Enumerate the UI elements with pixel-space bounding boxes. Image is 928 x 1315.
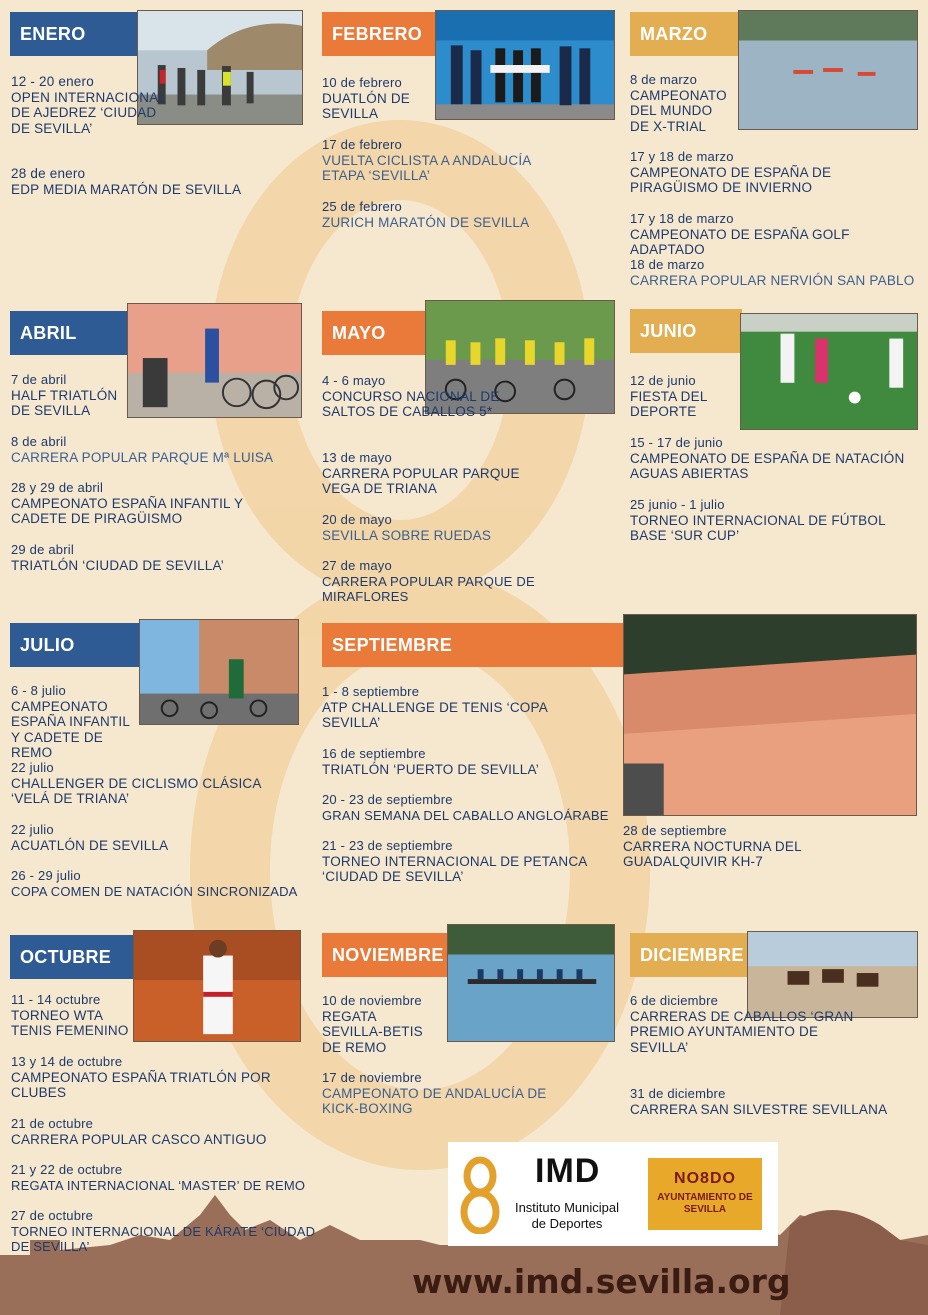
event: 22 julio CHALLENGER DE CICLISMO CLÁSICA ‘VELÁ DE TRIANA’ — [11, 760, 261, 806]
night-race-photo — [623, 614, 917, 816]
karate-photo — [133, 930, 301, 1042]
event: 28 de enero EDP MEDIA MARATÓN DE SEVILLA — [11, 166, 242, 197]
month-header: ENERO — [10, 12, 138, 56]
ayuntamiento-label: AYUNTAMIENTO DE SEVILLA — [657, 1192, 753, 1215]
event: 26 - 29 julio COPA COMEN DE NATACIÓN SINCRONIZADA — [11, 868, 298, 899]
event: 18 de marzo CARRERA POPULAR NERVIÓN SAN PABLO — [630, 257, 915, 288]
duathlon-photo — [435, 10, 615, 120]
logo-block — [448, 1142, 778, 1246]
month-header: OCTUBRE — [10, 935, 134, 979]
event: 8 de marzo CAMPEONATO DEL MUNDO DE X-TRIAL — [630, 72, 727, 134]
month-header: FEBRERO — [322, 12, 436, 56]
month-header: DICIEMBRE — [630, 933, 748, 977]
rowing-photo — [447, 924, 615, 1042]
event: 31 de diciembre CARRERA SAN SILVESTRE SEVILLANA — [630, 1086, 888, 1117]
event: 6 de diciembre CARRERAS DE CABALLOS ‘GRAN PREMIO AYUNTAMIENTO DE SEVILLA’ — [630, 993, 854, 1055]
event: 27 de octubre TORNEO INTERNACIONAL DE KÁRATE ‘CIUDAD DE SEVILLA’ — [11, 1208, 316, 1254]
month-header: JUNIO — [630, 309, 742, 353]
event: 1 - 8 septiembre ATP CHALLENGE DE TENIS ‘COPA SEVILLA’ — [322, 684, 548, 730]
event: 28 de septiembre CARRERA NOCTURNA DEL GUADALQUIVIR KH-7 — [623, 823, 802, 869]
event: 8 de abril CARRERA POPULAR PARQUE Mª LUISA — [11, 434, 274, 465]
event: 17 y 18 de marzo CAMPEONATO DE ESPAÑA DE PIRAGÜISMO DE INVIERNO — [630, 149, 832, 195]
event: 16 de septiembre TRIATLÓN ‘PUERTO DE SEVILLA’ — [322, 746, 539, 777]
event: 12 de junio FIESTA DEL DEPORTE — [630, 373, 708, 419]
kayak-photo — [738, 10, 918, 130]
month-header: ABRIL — [10, 311, 128, 355]
horse-race-photo — [747, 931, 918, 1018]
nodo-mark: NO8DO — [674, 1170, 736, 1187]
event: 28 y 29 de abril CAMPEONATO ESPAÑA INFANTIL Y CADETE DE PIRAGÜISMO — [11, 480, 243, 526]
event: 25 junio - 1 julio TORNEO INTERNACIONAL DE FÚTBOL BASE ‘SUR CUP’ — [630, 497, 886, 543]
website-link[interactable]: www.imd.sevilla.org — [412, 1262, 791, 1301]
event: 22 julio ACUATLÓN DE SEVILLA — [11, 822, 169, 853]
imd-subtitle: Instituto Municipal de Deportes — [514, 1200, 620, 1231]
month-header: SEPTIEMBRE — [322, 623, 624, 667]
triathlon-photo — [127, 303, 302, 418]
event: 21 y 22 de octubre REGATA INTERNACIONAL ‘MASTER’ DE REMO — [11, 1162, 306, 1193]
month-header: MARZO — [630, 12, 740, 56]
event: 10 de noviembre REGATA SEVILLA-BETIS DE REMO — [322, 993, 423, 1055]
event: 25 de febrero ZURICH MARATÓN DE SEVILLA — [322, 199, 530, 230]
event: 27 de mayo CARRERA POPULAR PARQUE DE MIRAFLORES — [322, 558, 535, 604]
event: 13 de mayo CARRERA POPULAR PARQUE VEGA DE TRIANA — [322, 450, 520, 496]
event: 20 de mayo SEVILLA SOBRE RUEDAS — [322, 512, 492, 543]
month-header: NOVIEMBRE — [322, 933, 448, 977]
event: 4 - 6 mayo CONCURSO NACIONAL DE SALTOS DE CABALLOS 5* — [322, 373, 500, 419]
month-header: MAYO — [322, 311, 426, 355]
event: 20 - 23 de septiembre GRAN SEMANA DEL CABALLO ANGLOÁRABE — [322, 792, 609, 823]
football-photo — [740, 313, 918, 430]
imd-title: IMD — [535, 1152, 601, 1190]
event: 17 y 18 de marzo CAMPEONATO DE ESPAÑA GOLF ADAPTADO — [630, 211, 850, 257]
event: 17 de noviembre CAMPEONATO DE ANDALUCÍA DE KICK-BOXING — [322, 1070, 547, 1116]
event: 6 - 8 julio CAMPEONATO ESPAÑA INFANTIL Y CADETE DE REMO — [11, 683, 130, 760]
street-cycling-photo — [139, 619, 299, 725]
event: 15 - 17 de junio CAMPEONATO DE ESPAÑA DE NATACIÓN AGUAS ABIERTAS — [630, 435, 905, 481]
event: 10 de febrero DUATLÓN DE SEVILLA — [322, 75, 411, 121]
event: 7 de abril HALF TRIATLÓN DE SEVILLA — [11, 372, 118, 418]
ayuntamiento-logo — [648, 1158, 762, 1230]
event: 21 de octubre CARRERA POPULAR CASCO ANTIGUO — [11, 1116, 267, 1147]
event: 13 y 14 de octubre CAMPEONATO ESPAÑA TRIATLÓN POR CLUBES — [11, 1054, 271, 1100]
imd-eight-logo-icon — [460, 1156, 500, 1234]
event: 12 - 20 enero OPEN INTERNACIONAL DE AJEDREZ ‘CIUDAD DE SEVILLA’ — [11, 74, 166, 136]
month-header: JULIO — [10, 623, 140, 667]
event: 17 de febrero VUELTA CICLISTA A ANDALUCÍA ETAPA ‘SEVILLA’ — [322, 137, 531, 183]
event: 29 de abril TRIATLÓN ‘CIUDAD DE SEVILLA’ — [11, 542, 224, 573]
event: 11 - 14 octubre TORNEO WTA TENIS FEMENINO — [11, 992, 129, 1038]
event: 21 - 23 de septiembre TORNEO INTERNACIONAL DE PETANCA ‘CIUDAD DE SEVILLA’ — [322, 838, 587, 884]
